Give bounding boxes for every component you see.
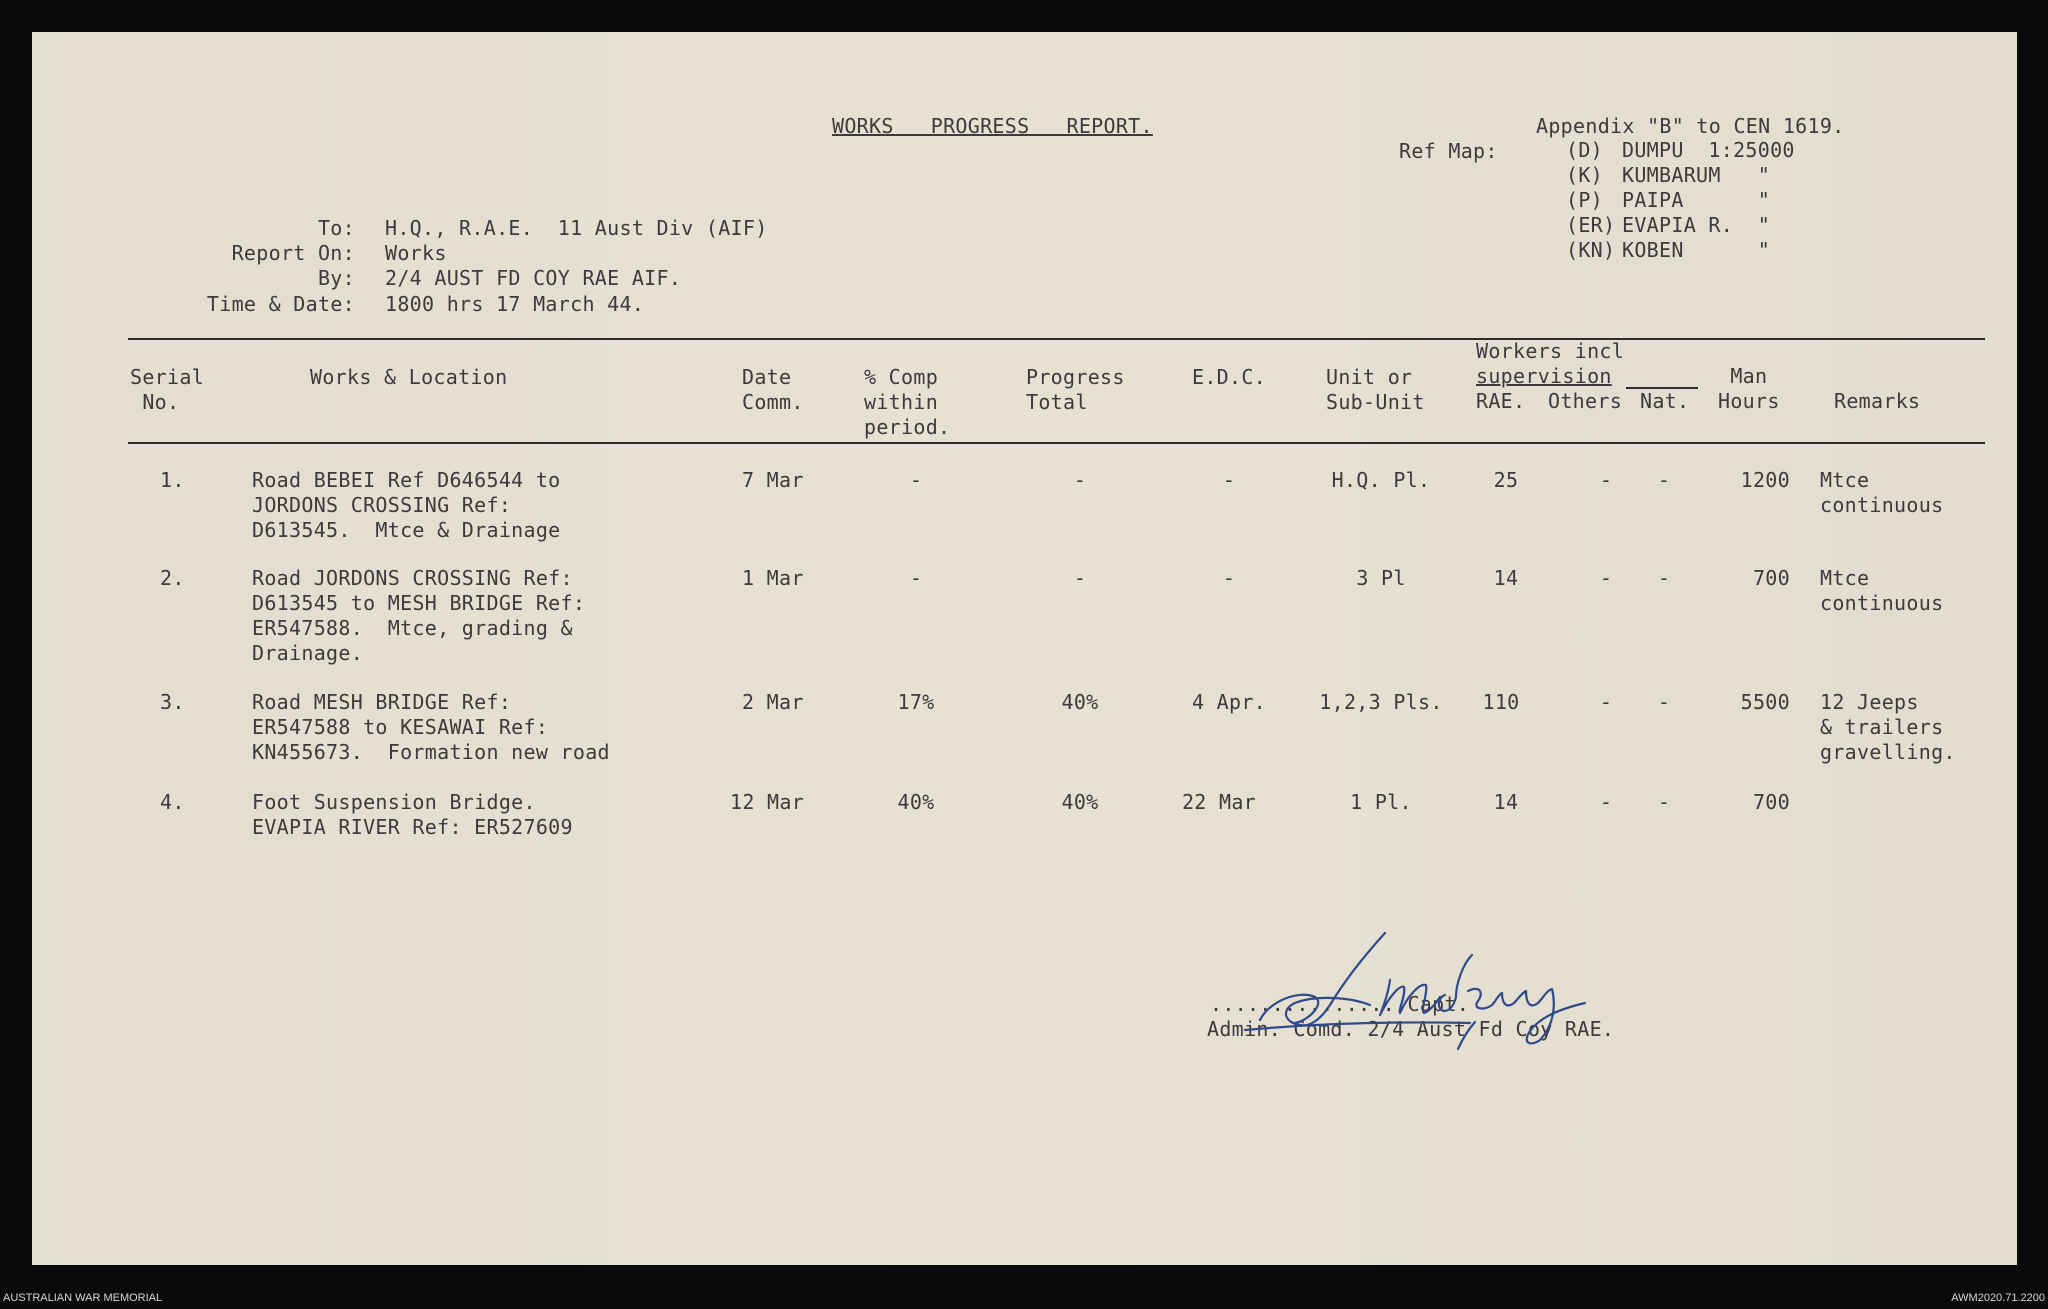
signature-title: Admin. Comd. 2/4 Aust Fd Coy RAE. bbox=[1207, 1017, 1615, 1041]
header-progress: Progress Total bbox=[1026, 365, 1125, 414]
row-serial: 3. bbox=[160, 690, 185, 714]
ref-map-code: (ER) bbox=[1566, 213, 1616, 237]
table-header-rule bbox=[128, 442, 1985, 444]
row-progress: 40% bbox=[1061, 790, 1099, 814]
ref-map-name: KOBEN " bbox=[1622, 238, 1771, 262]
row-others: - bbox=[1599, 690, 1613, 714]
row-others: - bbox=[1599, 468, 1613, 492]
ref-map-label: Ref Map: bbox=[1399, 139, 1498, 163]
row-pct: 40% bbox=[897, 790, 935, 814]
row-progress: - bbox=[1073, 468, 1087, 492]
row-pct: 17% bbox=[897, 690, 935, 714]
row-date: 1 Mar bbox=[742, 566, 804, 590]
row-works: Road MESH BRIDGE Ref: ER547588 to KESAWAI Ref: KN455673. Formation new road bbox=[252, 690, 610, 764]
ref-map-code: (P) bbox=[1566, 188, 1604, 212]
header-workers-group2: supervision bbox=[1476, 364, 1612, 388]
row-unit: H.Q. Pl. bbox=[1331, 468, 1431, 492]
header-rae: RAE. bbox=[1476, 389, 1526, 413]
row-works: Road JORDONS CROSSING Ref: D613545 to MESH BRIDGE Ref: ER547588. Mtce, grading & Drainage. bbox=[252, 566, 586, 665]
row-rae: 14 bbox=[1493, 790, 1519, 814]
header-works: Works & Location bbox=[310, 365, 508, 389]
header-serial: Serial No. bbox=[130, 365, 205, 414]
row-edc: - bbox=[1222, 566, 1236, 590]
header-others: Others bbox=[1548, 389, 1623, 413]
footer-accession-number: AWM2020.71.2200 bbox=[1951, 1292, 2045, 1304]
row-unit: 1,2,3 Pls. bbox=[1319, 690, 1443, 714]
row-rae: 110 bbox=[1482, 690, 1520, 714]
row-others: - bbox=[1599, 790, 1613, 814]
row-remarks: Mtce continuous bbox=[1820, 468, 1944, 517]
ref-map-code: (D) bbox=[1566, 138, 1604, 162]
row-serial: 1. bbox=[160, 468, 185, 492]
report-on-value: Works bbox=[385, 241, 447, 265]
header-workers-group: Workers incl bbox=[1476, 339, 1625, 363]
ref-map-name: EVAPIA R. " bbox=[1622, 213, 1771, 237]
row-pct: - bbox=[909, 468, 923, 492]
row-nat: - bbox=[1657, 566, 1671, 590]
report-on-label: Report On: bbox=[231, 241, 355, 265]
row-pct: - bbox=[909, 566, 923, 590]
to-value: H.Q., R.A.E. 11 Aust Div (AIF) bbox=[385, 216, 768, 240]
row-works: Road BEBEI Ref D646544 to JORDONS CROSSING Ref: D613545. Mtce & Drainage bbox=[252, 468, 561, 542]
row-nat: - bbox=[1657, 468, 1671, 492]
row-works: Foot Suspension Bridge. EVAPIA RIVER Ref: ER527609 bbox=[252, 790, 573, 839]
appendix-reference: Appendix "B" to CEN 1619. bbox=[1536, 114, 1845, 138]
row-man-hours: 1200 bbox=[1740, 468, 1790, 492]
row-man-hours: 700 bbox=[1752, 566, 1790, 590]
header-remarks: Remarks bbox=[1834, 389, 1921, 413]
ref-map-code: (KN) bbox=[1566, 238, 1616, 262]
row-date: 2 Mar bbox=[742, 690, 804, 714]
row-edc: 22 Mar bbox=[1181, 790, 1257, 814]
header-man-hours: Man Hours bbox=[1718, 364, 1780, 413]
row-progress: - bbox=[1073, 566, 1087, 590]
header-pct-comp: % Comp within period. bbox=[864, 365, 951, 439]
by-label: By: bbox=[317, 266, 355, 290]
row-serial: 2. bbox=[160, 566, 185, 590]
time-date-label: Time & Date: bbox=[206, 292, 355, 316]
header-nat: Nat. bbox=[1640, 389, 1690, 413]
ref-map-name: DUMPU 1:25000 bbox=[1622, 138, 1795, 162]
row-remarks: Mtce continuous bbox=[1820, 566, 1944, 615]
time-date-value: 1800 hrs 17 March 44. bbox=[385, 292, 645, 316]
footer-credit-left: AUSTRALIAN WAR MEMORIAL bbox=[3, 1292, 163, 1304]
header-date: Date Comm. bbox=[742, 365, 804, 414]
row-man-hours: 700 bbox=[1752, 790, 1790, 814]
row-rae: 14 bbox=[1493, 566, 1519, 590]
header-unit: Unit or Sub-Unit bbox=[1326, 365, 1425, 414]
row-unit: 3 Pl bbox=[1356, 566, 1406, 590]
row-nat: - bbox=[1657, 790, 1671, 814]
row-progress: 40% bbox=[1061, 690, 1099, 714]
signature-dots-line: ................Capt. bbox=[1210, 992, 1470, 1016]
row-edc: - bbox=[1222, 468, 1236, 492]
row-serial: 4. bbox=[160, 790, 185, 814]
by-value: 2/4 AUST FD COY RAE AIF. bbox=[385, 266, 682, 290]
to-label: To: bbox=[317, 216, 355, 240]
ref-map-code: (K) bbox=[1566, 163, 1604, 187]
row-others: - bbox=[1599, 566, 1613, 590]
row-date: 7 Mar bbox=[742, 468, 804, 492]
row-unit: 1 Pl. bbox=[1350, 790, 1412, 814]
row-date: 12 Mar bbox=[730, 790, 805, 814]
row-remarks: 12 Jeeps & trailers gravelling. bbox=[1820, 690, 1956, 764]
table-top-rule bbox=[128, 338, 1985, 340]
header-edc: E.D.C. bbox=[1192, 365, 1267, 389]
row-nat: - bbox=[1657, 690, 1671, 714]
row-rae: 25 bbox=[1493, 468, 1519, 492]
report-title: WORKS PROGRESS REPORT. bbox=[832, 114, 1153, 138]
handwritten-signature bbox=[1240, 925, 1610, 1055]
row-man-hours: 5500 bbox=[1740, 690, 1790, 714]
ref-map-name: PAIPA " bbox=[1622, 188, 1771, 212]
row-edc: 4 Apr. bbox=[1191, 690, 1267, 714]
ref-map-name: KUMBARUM " bbox=[1622, 163, 1771, 187]
